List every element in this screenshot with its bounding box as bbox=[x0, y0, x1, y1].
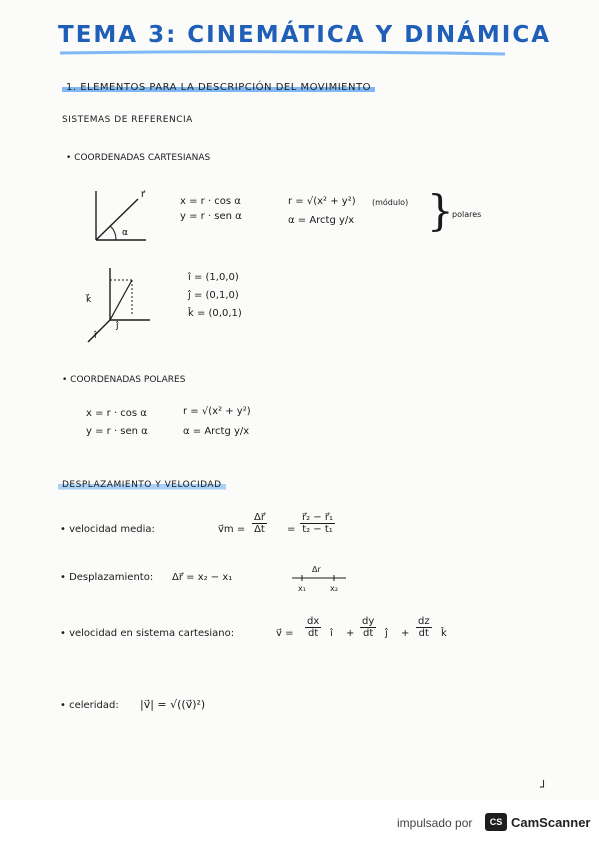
plus-sign: + bbox=[401, 628, 410, 639]
cart-alpha-eq: α = Arctg y/x bbox=[288, 215, 355, 226]
corner-mark: ┘ bbox=[540, 780, 548, 794]
polar-vector-diagram bbox=[86, 185, 166, 245]
pol-y-eq: y = r · sen α bbox=[86, 426, 148, 437]
page-title: TEMA 3: CINEMÁTICA Y DINÁMICA bbox=[58, 22, 552, 48]
celeridad-eq: |v⃗| = √((v⃗)²) bbox=[140, 698, 206, 711]
cart-y-eq: y = r · sen α bbox=[180, 211, 242, 222]
section-heading-elementos: 1. ELEMENTOS PARA LA DESCRIPCIÓN DEL MOVIMIENTO bbox=[62, 82, 375, 93]
vsist-t1d: dt bbox=[307, 628, 319, 639]
bullet-dot: • bbox=[60, 572, 70, 583]
vsist-t1n: dx bbox=[307, 616, 320, 627]
title-underline bbox=[60, 50, 510, 56]
bullet-dot: • bbox=[60, 700, 70, 711]
item-velocidad-sistema bbox=[60, 628, 234, 639]
camscanner-brand: CamScanner bbox=[511, 815, 591, 830]
bullet-polares bbox=[62, 375, 185, 385]
bullet-dot: • bbox=[60, 628, 70, 639]
svg-text:α: α bbox=[122, 228, 128, 238]
cart-x-eq: x = r · cos α bbox=[180, 196, 241, 207]
svg-text:r⃗: r⃗ bbox=[141, 190, 145, 200]
pol-alpha-eq: α = Arctg y/x bbox=[183, 426, 250, 437]
vmedia-frac2 bbox=[300, 512, 335, 535]
vsist-t1u: î bbox=[330, 628, 333, 639]
vmedia-den2: t₂ − t₁ bbox=[302, 524, 333, 535]
powered-by-text: impulsado por bbox=[397, 816, 473, 830]
desp-eq: Δr⃗ = x₂ − x₁ bbox=[172, 572, 233, 583]
cart-modulo: (módulo) bbox=[372, 198, 409, 207]
item-celeridad bbox=[60, 700, 119, 711]
vmedia-label: velocidad media: bbox=[69, 524, 155, 535]
vsist-frac1 bbox=[305, 616, 321, 639]
cartesian-axes-diagram bbox=[80, 262, 160, 347]
subsection-heading-sistemas: SISTEMAS DE REFERENCIA bbox=[62, 115, 193, 125]
vsist-frac3 bbox=[416, 616, 432, 639]
cart-r-eq: r = √(x² + y²) bbox=[288, 196, 356, 207]
polares-label: polares bbox=[452, 210, 482, 219]
equals-sign: = bbox=[287, 524, 296, 535]
camscanner-logo: CS bbox=[485, 813, 507, 831]
vmedia-den1: Δt bbox=[254, 524, 265, 535]
item-velocidad-media bbox=[60, 524, 155, 535]
heading-cartesianas: COORDENADAS CARTESIANAS bbox=[74, 153, 211, 163]
desp-label: Desplazamiento: bbox=[69, 572, 154, 583]
item-desplazamiento bbox=[60, 572, 153, 583]
section-heading-desplazamiento: DESPLAZAMIENTO Y VELOCIDAD bbox=[58, 480, 226, 490]
svg-text:î: î bbox=[94, 331, 97, 341]
vmedia-num2: r⃗₂ − r⃗₁ bbox=[302, 512, 333, 523]
vsist-t2u: ĵ bbox=[385, 628, 388, 639]
vsist-t3d: dt bbox=[418, 628, 429, 639]
plus-sign: + bbox=[346, 628, 355, 639]
i-vector: î = (1,0,0) bbox=[188, 272, 239, 283]
vsist-t2n: dy bbox=[362, 616, 375, 627]
vsist-lhs: v⃗ = bbox=[276, 628, 294, 639]
bullet-dot: • bbox=[62, 375, 71, 385]
desp-x1: x₁ bbox=[298, 584, 306, 593]
celeridad-label: celeridad: bbox=[69, 700, 119, 711]
desp-x2: x₂ bbox=[330, 584, 338, 593]
bullet-cartesianas bbox=[66, 153, 210, 163]
bullet-dot: • bbox=[60, 524, 70, 535]
svg-text:k⃗: k⃗ bbox=[86, 295, 92, 305]
vmedia-num1: Δr⃗ bbox=[254, 512, 265, 523]
vsist-label: velocidad en sistema cartesiano: bbox=[69, 628, 235, 639]
vsist-t3n: dz bbox=[418, 616, 430, 627]
heading-polares: COORDENADAS POLARES bbox=[70, 375, 186, 385]
vsist-frac2 bbox=[360, 616, 376, 639]
curly-brace: } bbox=[427, 186, 454, 235]
vsist-t2d: dt bbox=[362, 628, 374, 639]
vsist-t3u: k̂ bbox=[441, 628, 447, 639]
vmedia-lhs: v⃗m = bbox=[218, 524, 246, 535]
pol-r-eq: r = √(x² + y²) bbox=[183, 406, 251, 417]
j-vector: ĵ = (0,1,0) bbox=[188, 290, 239, 301]
svg-text:ĵ: ĵ bbox=[116, 321, 119, 331]
desp-axis-label: Δr bbox=[312, 565, 321, 574]
vmedia-frac1 bbox=[252, 512, 267, 535]
k-vector: k̂ = (0,0,1) bbox=[188, 308, 242, 319]
bullet-dot: • bbox=[66, 153, 75, 163]
pol-x-eq: x = r · cos α bbox=[86, 408, 147, 419]
